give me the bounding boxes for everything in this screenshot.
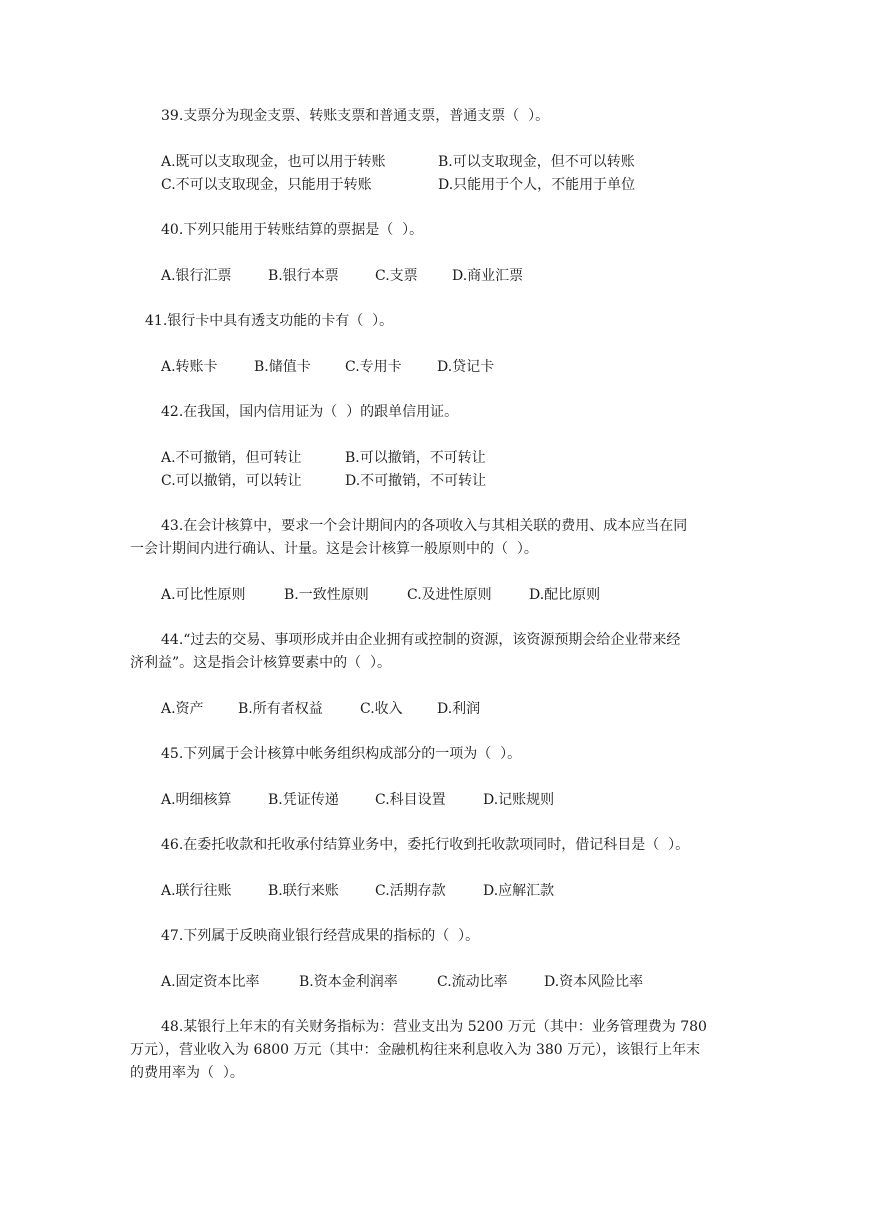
- question-44-option-b: B.所有者权益: [238, 701, 323, 717]
- question-39-option-a: A.既可以支取现金，也可以用于转账: [161, 154, 386, 170]
- question-47-option-b: B.资本金利润率: [299, 974, 398, 990]
- question-47-option-a: A.固定资本比率: [161, 974, 260, 990]
- question-46-option-a: A.联行往账: [161, 883, 232, 899]
- question-48-stem-line-3: 的费用率为（ ）。: [130, 1065, 244, 1081]
- question-44-option-a: A.资产: [161, 701, 204, 717]
- question-46-option-d: D.应解汇款: [483, 883, 555, 899]
- question-41-option-d: D.贷记卡: [437, 359, 495, 375]
- question-41-option-b: B.储值卡: [254, 359, 311, 375]
- question-40-stem: 40.下列只能用于转账结算的票据是（ ）。: [161, 222, 424, 238]
- question-44-option-c: C.收入: [360, 701, 403, 717]
- question-43-option-b: B.一致性原则: [284, 587, 369, 603]
- question-41-option-a: A.转账卡: [161, 359, 218, 375]
- question-42-option-b: B.可以撤销，不可转让: [345, 450, 486, 466]
- question-45-stem: 45.下列属于会计核算中帐务组织构成部分的一项为（ ）。: [161, 746, 522, 762]
- question-40-option-d: D.商业汇票: [452, 268, 524, 284]
- question-46-option-c: C.活期存款: [375, 883, 446, 899]
- question-41-option-c: C.专用卡: [345, 359, 402, 375]
- question-42-stem: 42.在我国，国内信用证为（ ）的跟单信用证。: [161, 404, 459, 420]
- question-40-option-a: A.银行汇票: [161, 268, 232, 284]
- question-39-option-c: C.不可以支取现金，只能用于转账: [161, 177, 372, 193]
- question-47-stem: 47.下列属于反映商业银行经营成果的指标的（ ）。: [161, 928, 480, 944]
- question-40-option-b: B.银行本票: [268, 268, 339, 284]
- question-40-option-c: C.支票: [375, 268, 418, 284]
- question-43-option-a: A.可比性原则: [161, 587, 246, 603]
- question-45-option-b: B.凭证传递: [268, 792, 339, 808]
- question-43-stem-line-2: 一会计期间内进行确认、计量。这是会计核算一般原则中的（ ）。: [130, 541, 538, 557]
- question-39-option-b: B.可以支取现金，但不可以转账: [438, 154, 635, 170]
- question-45-option-a: A.明细核算: [161, 792, 232, 808]
- question-46-option-b: B.联行来账: [268, 883, 339, 899]
- question-48-stem-line-1: 48.某银行上年末的有关财务指标为：营业支出为 5200 万元（其中：业务管理费为 780: [161, 1019, 707, 1035]
- question-41-stem: 41.银行卡中具有透支功能的卡有（ ）。: [145, 313, 394, 329]
- question-43-option-c: C.及进性原则: [407, 587, 492, 603]
- question-42-option-d: D.不可撤销，不可转让: [345, 473, 487, 489]
- question-46-stem: 46.在委托收款和托收承付结算业务中，委托行收到托收款项同时，借记科目是（ ）。: [161, 837, 690, 853]
- question-39-option-d: D.只能用于个人，不能用于单位: [438, 177, 636, 193]
- question-45-option-c: C.科目设置: [375, 792, 446, 808]
- question-47-option-c: C.流动比率: [437, 974, 508, 990]
- question-44-option-d: D.利润: [437, 701, 481, 717]
- question-45-option-d: D.记账规则: [483, 792, 555, 808]
- question-48-stem-line-2: 万元），营业收入为 6800 万元（其中：金融机构往来利息收入为 380 万元），该银行上年末: [130, 1042, 701, 1058]
- question-47-option-d: D.资本风险比率: [544, 974, 644, 990]
- question-39-stem: 39.支票分为现金支票、转账支票和普通支票，普通支票（ ）。: [161, 108, 550, 124]
- question-42-option-c: C.可以撤销，可以转让: [161, 473, 302, 489]
- question-42-option-a: A.不可撤销，但可转让: [161, 450, 302, 466]
- question-44-stem-line-2: 济利益”。这是指会计核算要素中的（ ）。: [130, 655, 392, 671]
- question-43-option-d: D.配比原则: [529, 587, 601, 603]
- question-43-stem-line-1: 43.在会计核算中，要求一个会计期间内的各项收入与其相关联的费用、成本应当在同: [161, 518, 688, 534]
- question-44-stem-line-1: 44.“过去的交易、事项形成并由企业拥有或控制的资源，该资源预期会给企业带来经: [161, 632, 681, 648]
